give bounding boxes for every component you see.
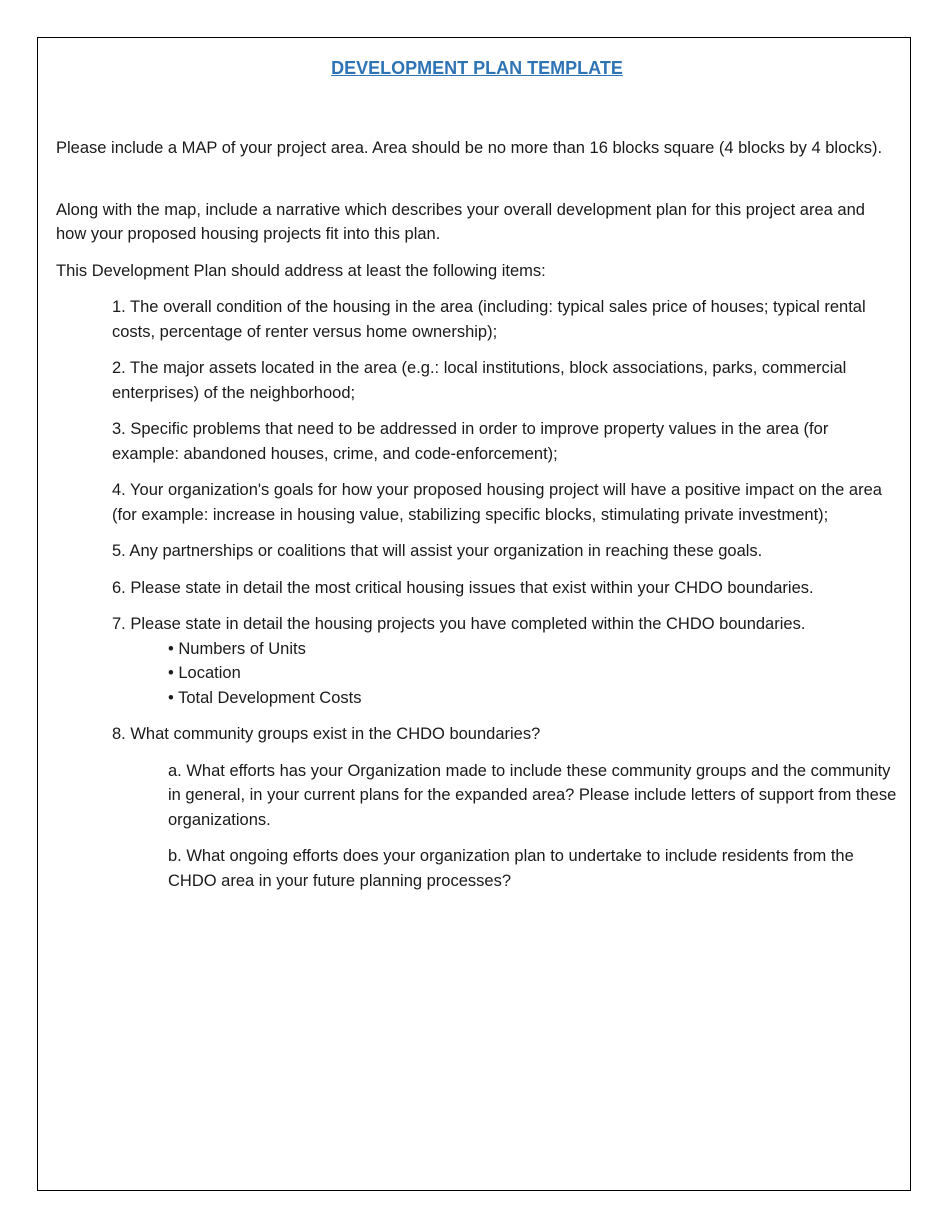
items-intro: This Development Plan should address at least the following items: — [56, 261, 546, 280]
narrative-instruction: Along with the map, include a narrative which describes your overall development plan for this project area and how your proposed housing projects fit into this plan. — [56, 200, 865, 243]
item-7-bullet-list — [168, 637, 898, 711]
page-title: DEVELOPMENT PLAN TEMPLATE — [331, 58, 623, 78]
sub-item-b: b. What ongoing efforts does your organization plan to undertake to include residents from the CHDO area in your future planning processes? — [168, 847, 854, 890]
plan-item-4: 4. Your organization's goals for how your proposed housing project will have a positive impact on the area (for example: increase in housing value, stabilizing specific blocks, stimulating private investment); — [112, 481, 882, 524]
plan-item-1: 1. The overall condition of the housing in the area (including: typical sales price of houses; typical rental costs, percentage of renter versus home ownership); — [112, 298, 866, 341]
document-body — [56, 55, 898, 905]
plan-item-2: 2. The major assets located in the area (e.g.: local institutions, block associations, parks, commercial enterprises) of the neighborhood; — [112, 359, 847, 402]
plan-item-7: 7. Please state in detail the housing projects you have completed within the CHDO boundaries. — [112, 615, 806, 633]
plan-item-6: 6. Please state in detail the most critical housing issues that exist within your CHDO boundaries. — [112, 578, 814, 597]
map-instruction: Please include a MAP of your project area. Area should be no more than 16 blocks square (4 blocks by 4 blocks). — [56, 139, 883, 157]
plan-item-7-block — [112, 612, 898, 710]
bullet-item: • Location — [168, 664, 241, 682]
plan-item-8: 8. What community groups exist in the CHDO boundaries? — [112, 725, 541, 743]
bullet-item: • Numbers of Units — [168, 639, 306, 658]
sub-item-a: a. What efforts has your Organization made to include these community groups and the community in general, in your current plans for the expanded area? Please include letters of support from these organizations. — [168, 761, 897, 829]
bullet-item: • Total Development Costs — [168, 688, 362, 707]
plan-items-list — [112, 295, 898, 893]
plan-item-5: 5. Any partnerships or coalitions that will assist your organization in reaching these goals. — [112, 542, 763, 560]
plan-item-3: 3. Specific problems that need to be addressed in order to improve property values in the area (for example: abandoned houses, crime, and code-enforcement); — [112, 420, 829, 463]
item-8-subitems — [168, 759, 898, 894]
